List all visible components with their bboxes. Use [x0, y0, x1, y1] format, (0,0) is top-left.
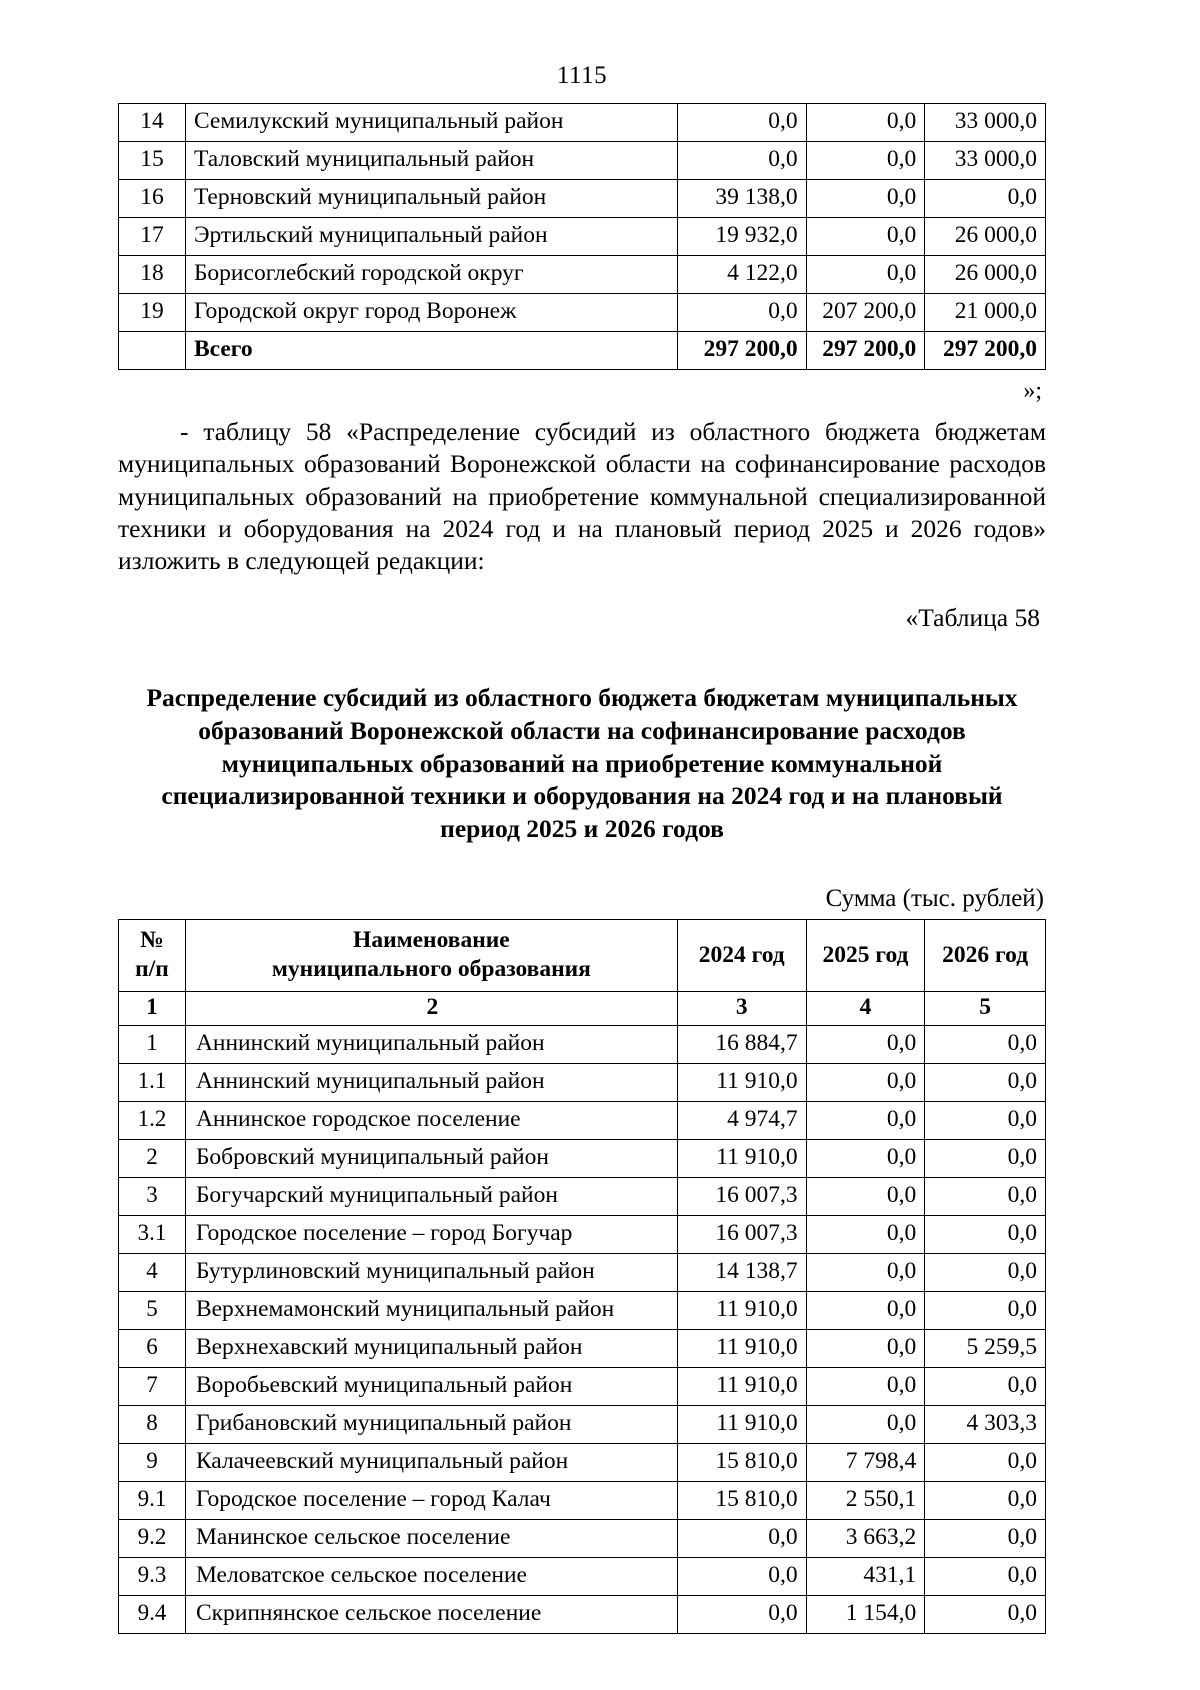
header-cell-no — [119, 920, 186, 991]
table58-header-row — [119, 920, 1046, 991]
cell-2025: 0,0 — [806, 1253, 925, 1291]
cell-2024: 0,0 — [677, 294, 806, 332]
table58 — [118, 919, 1046, 1634]
cell-2024: 16 007,3 — [677, 1215, 806, 1253]
cell-no: 1.1 — [119, 1063, 186, 1101]
cell-name: Аннинский муниципальный район — [185, 1025, 677, 1063]
cell-2024: 11 910,0 — [677, 1063, 806, 1101]
cell-2026: 26 000,0 — [925, 256, 1046, 294]
cell-name: Борисоглебский городской округ — [185, 256, 677, 294]
table-row — [119, 1330, 1046, 1368]
table-row — [119, 1558, 1046, 1596]
table-row — [119, 294, 1046, 332]
cell-2025: 0,0 — [806, 104, 925, 142]
cell-name: Меловатское сельское поселение — [185, 1558, 677, 1596]
header-no-line1: № — [140, 927, 164, 954]
closing-quote: »; — [1023, 378, 1042, 405]
cell-no: 9.4 — [119, 1596, 186, 1634]
cell-2025: 0,0 — [806, 1177, 925, 1215]
cell-name: Воробьевский муниципальный район — [185, 1368, 677, 1406]
cell-no: 2 — [119, 1139, 186, 1177]
cell-no: 1 — [119, 1025, 186, 1063]
cell-2025: 0,0 — [806, 1291, 925, 1329]
cell-2025: 0,0 — [806, 1215, 925, 1253]
cell-total-2026: 297 200,0 — [925, 332, 1046, 370]
table-row — [119, 1025, 1046, 1063]
cell-2026: 0,0 — [925, 1482, 1046, 1520]
body-paragraph: - таблицу 58 «Распределение субсидий из областного бюджета бюджетам муниципальных образований Воронежской области на софинансирование расходов муниципальных образований на приобретение коммунальной специализированной техники и оборудования на 2024 год и на плановый период 2025 и 2026 годов» изложить в следующей редакции: — [118, 417, 1046, 576]
cell-no: 16 — [119, 180, 186, 218]
cell-2024: 4 974,7 — [677, 1101, 806, 1139]
table-row — [119, 1215, 1046, 1253]
cell-name: Городское поселение – город Калач — [185, 1482, 677, 1520]
cell-2024: 0,0 — [677, 104, 806, 142]
cell-no: 9 — [119, 1444, 186, 1482]
cell-2026: 0,0 — [925, 180, 1046, 218]
cell-2026: 0,0 — [925, 1520, 1046, 1558]
table58-column-number-row — [119, 991, 1046, 1025]
cell-name: Грибановский муниципальный район — [185, 1406, 677, 1444]
header-cell-2025: 2025 год — [806, 920, 925, 991]
cell-no: 8 — [119, 1406, 186, 1444]
page-content — [118, 0, 1046, 1634]
cell-total-label: Всего — [185, 332, 677, 370]
cell-name: Городской округ город Воронеж — [185, 294, 677, 332]
cell-2024: 0,0 — [677, 1596, 806, 1634]
cell-2026: 5 259,5 — [925, 1330, 1046, 1368]
table-row — [119, 142, 1046, 180]
cell-no: 15 — [119, 142, 186, 180]
cell-no: 9.1 — [119, 1482, 186, 1520]
cell-2024: 0,0 — [677, 1558, 806, 1596]
cell-2026: 26 000,0 — [925, 218, 1046, 256]
cell-2026: 33 000,0 — [925, 142, 1046, 180]
cell-2024: 16 007,3 — [677, 1177, 806, 1215]
cell-no: 19 — [119, 294, 186, 332]
cell-name: Манинское сельское поселение — [185, 1520, 677, 1558]
table-row — [119, 1291, 1046, 1329]
cell-2025: 1 154,0 — [806, 1596, 925, 1634]
header-cell-name — [185, 920, 677, 991]
cell-2025: 0,0 — [806, 1101, 925, 1139]
cell-name: Эртильский муниципальный район — [185, 218, 677, 256]
table-row — [119, 1444, 1046, 1482]
cell-name: Богучарский муниципальный район — [185, 1177, 677, 1215]
cell-2025: 3 663,2 — [806, 1520, 925, 1558]
cell-2026: 0,0 — [925, 1596, 1046, 1634]
cell-no: 3.1 — [119, 1215, 186, 1253]
cell-no: 6 — [119, 1330, 186, 1368]
cell-no: 7 — [119, 1368, 186, 1406]
cell-2025: 0,0 — [806, 1330, 925, 1368]
cell-name: Аннинский муниципальный район — [185, 1063, 677, 1101]
table58-body — [119, 1025, 1046, 1633]
table-row — [119, 104, 1046, 142]
cell-name: Городское поселение – город Богучар — [185, 1215, 677, 1253]
cell-2026: 0,0 — [925, 1215, 1046, 1253]
cell-2025: 0,0 — [806, 1368, 925, 1406]
colnum-3: 3 — [677, 991, 806, 1025]
cell-name: Верхнемамонский муниципальный район — [185, 1291, 677, 1329]
table-row — [119, 180, 1046, 218]
table-row — [119, 1101, 1046, 1139]
cell-2025: 0,0 — [806, 142, 925, 180]
cell-2024: 4 122,0 — [677, 256, 806, 294]
cell-2025: 0,0 — [806, 256, 925, 294]
table-row — [119, 1368, 1046, 1406]
table-row — [119, 1177, 1046, 1215]
table58-head — [119, 920, 1046, 1025]
colnum-5: 5 — [925, 991, 1046, 1025]
cell-no: 3 — [119, 1177, 186, 1215]
cell-no: 18 — [119, 256, 186, 294]
cell-2024: 11 910,0 — [677, 1139, 806, 1177]
header-name-line1: Наименование — [353, 927, 510, 954]
cell-2026: 33 000,0 — [925, 104, 1046, 142]
cell-name: Терновский муниципальный район — [185, 180, 677, 218]
cell-2025: 2 550,1 — [806, 1482, 925, 1520]
header-cell-2026: 2026 год — [925, 920, 1046, 991]
cell-2024: 0,0 — [677, 142, 806, 180]
cell-name: Бутурлиновский муниципальный район — [185, 1253, 677, 1291]
cell-2024: 39 138,0 — [677, 180, 806, 218]
table-row — [119, 218, 1046, 256]
header-cell-2024: 2024 год — [677, 920, 806, 991]
cell-2026: 0,0 — [925, 1253, 1046, 1291]
cell-name: Калачеевский муниципальный район — [185, 1444, 677, 1482]
cell-2026: 0,0 — [925, 1444, 1046, 1482]
cell-2026: 0,0 — [925, 1025, 1046, 1063]
cell-no: 9.3 — [119, 1558, 186, 1596]
cell-2026: 0,0 — [925, 1558, 1046, 1596]
table-row — [119, 1406, 1046, 1444]
cell-2026: 0,0 — [925, 1177, 1046, 1215]
cell-2024: 15 810,0 — [677, 1444, 806, 1482]
cell-2024: 0,0 — [677, 1520, 806, 1558]
cell-2026: 0,0 — [925, 1139, 1046, 1177]
cell-2026: 0,0 — [925, 1101, 1046, 1139]
colnum-4: 4 — [806, 991, 925, 1025]
table-total-row — [119, 332, 1046, 370]
cell-no: 5 — [119, 1291, 186, 1329]
cell-2026: 21 000,0 — [925, 294, 1046, 332]
colnum-2: 2 — [185, 991, 677, 1025]
cell-2025: 0,0 — [806, 1063, 925, 1101]
cell-2024: 16 884,7 — [677, 1025, 806, 1063]
cell-no: 9.2 — [119, 1520, 186, 1558]
cell-name: Аннинское городское поселение — [185, 1101, 677, 1139]
cell-2024: 15 810,0 — [677, 1482, 806, 1520]
cell-no: 14 — [119, 104, 186, 142]
cell-2025: 0,0 — [806, 1139, 925, 1177]
cell-name: Скрипнянское сельское поселение — [185, 1596, 677, 1634]
cell-2024: 14 138,7 — [677, 1253, 806, 1291]
table-row — [119, 1482, 1046, 1520]
table-row — [119, 1520, 1046, 1558]
table-label: «Таблица 58 — [905, 603, 1040, 633]
cell-2025: 0,0 — [806, 1025, 925, 1063]
sum-caption: Сумма (тыс. рублей) — [825, 885, 1044, 913]
cell-2024: 19 932,0 — [677, 218, 806, 256]
cell-2024: 11 910,0 — [677, 1368, 806, 1406]
cell-2025: 431,1 — [806, 1558, 925, 1596]
table-row — [119, 1596, 1046, 1634]
table-row — [119, 1139, 1046, 1177]
cell-2025: 7 798,4 — [806, 1444, 925, 1482]
cell-2026: 0,0 — [925, 1063, 1046, 1101]
cell-no — [119, 332, 186, 370]
table-row — [119, 256, 1046, 294]
continuation-table-body — [119, 104, 1046, 370]
cell-name: Бобровский муниципальный район — [185, 1139, 677, 1177]
cell-no: 1.2 — [119, 1101, 186, 1139]
cell-no: 4 — [119, 1253, 186, 1291]
cell-name: Верхнехавский муниципальный район — [185, 1330, 677, 1368]
cell-total-2025: 297 200,0 — [806, 332, 925, 370]
header-no-line2: п/п — [135, 955, 169, 982]
cell-2024: 11 910,0 — [677, 1291, 806, 1329]
cell-total-2024: 297 200,0 — [677, 332, 806, 370]
cell-2025: 0,0 — [806, 218, 925, 256]
cell-2026: 0,0 — [925, 1368, 1046, 1406]
cell-2025: 0,0 — [806, 180, 925, 218]
cell-name: Семилукский муниципальный район — [185, 104, 677, 142]
cell-2024: 11 910,0 — [677, 1406, 806, 1444]
cell-no: 17 — [119, 218, 186, 256]
cell-name: Таловский муниципальный район — [185, 142, 677, 180]
colnum-1: 1 — [119, 991, 186, 1025]
cell-2025: 0,0 — [806, 1406, 925, 1444]
cell-2026: 4 303,3 — [925, 1406, 1046, 1444]
cell-2024: 11 910,0 — [677, 1330, 806, 1368]
table58-title: Распределение субсидий из областного бюджета бюджетам муниципальных образований Воронежской области на софинансирование расходов муниципальных образований на приобретение коммунальной специализированной техники и оборудования на 2024 год и на плановый период 2025 и 2026 годов — [146, 683, 1018, 843]
header-name-line2: муниципального образования — [271, 955, 591, 982]
table-row — [119, 1253, 1046, 1291]
page-number: 1115 — [556, 62, 608, 89]
cell-2026: 0,0 — [925, 1291, 1046, 1329]
continuation-table — [118, 103, 1046, 370]
cell-2025: 207 200,0 — [806, 294, 925, 332]
table-row — [119, 1063, 1046, 1101]
